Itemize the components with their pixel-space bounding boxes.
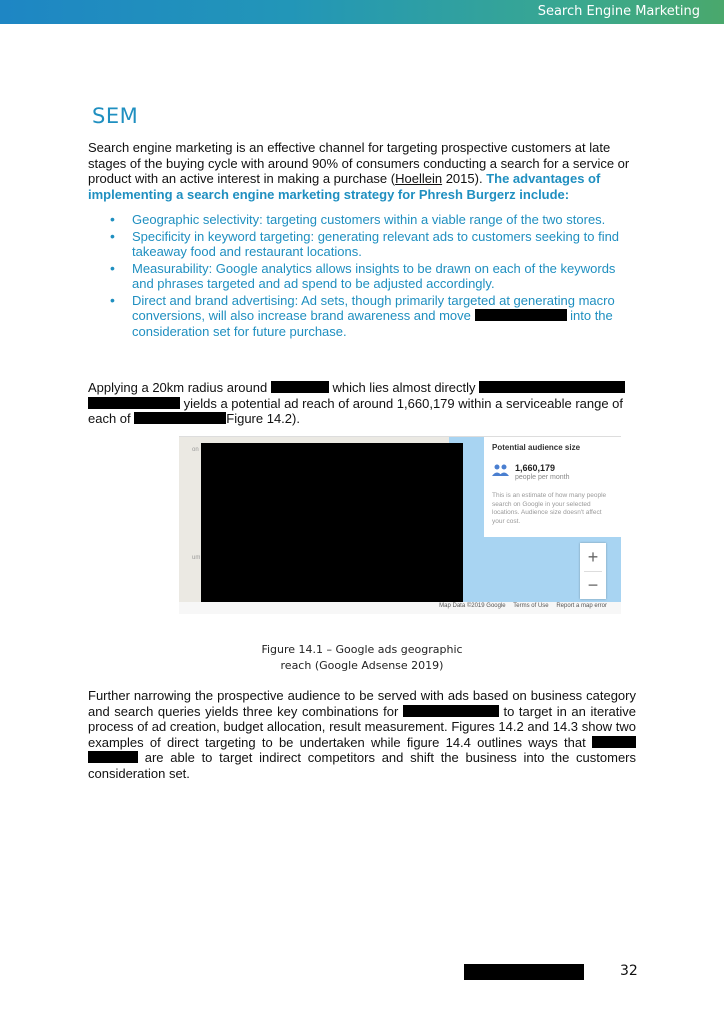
redaction [88, 397, 180, 409]
people-icon [492, 464, 510, 476]
header-title: Search Engine Marketing [537, 4, 700, 19]
zoom-divider [584, 571, 602, 572]
intro-paragraph [88, 140, 636, 202]
map-footer [179, 602, 621, 614]
map-edge-label: on [192, 447, 199, 453]
redaction [475, 309, 567, 321]
narrowing-text-c: are able to target indirect competitors and shift the business into the customers consideration set. [88, 750, 636, 781]
audience-panel [484, 437, 621, 537]
reach-text-d: Figure 14.2). [226, 411, 300, 426]
reach-paragraph [88, 380, 636, 427]
reach-text-b: which lies almost directly [328, 380, 480, 395]
footer-redaction [464, 964, 584, 980]
caption-line: Figure 14.1 – Google ads geographic [261, 643, 463, 656]
zoom-out-button[interactable]: − [587, 575, 599, 595]
header-bar [0, 0, 724, 24]
intro-text-end: 2015). [442, 171, 487, 186]
redaction [479, 381, 625, 393]
narrowing-paragraph [88, 688, 636, 781]
page-number: 32 [620, 963, 638, 979]
audience-number: 1,660,179 [515, 463, 556, 473]
zoom-in-button[interactable]: + [587, 547, 599, 567]
list-item: • Specificity in keyword targeting: generating relevant ads to customers seeking to find takeaway food and restaurant locations. [108, 229, 638, 260]
narrowing-text-a: Further narrowing the prospective audience to be served with ads based on business category and search queries yields three key combinations for [88, 688, 636, 719]
geographic-reach-figure [179, 436, 621, 614]
reach-text-c: yields a potential ad reach of around 1,660,179 within a serviceable range of each of [88, 395, 624, 426]
caption-line: reach (Google Adsense 2019) [280, 659, 444, 672]
figure-caption [200, 642, 524, 674]
narrowing-text-b: to target in an iterative process of ad creation, budget allocation, result measurement. Figures 14.2 and 14.3 show two examples of direct targeting to be undertaken while figure 14.4 outlines ways that [88, 703, 636, 750]
redaction [88, 751, 138, 763]
map-redaction [201, 443, 463, 606]
citation-link[interactable]: Hoellein [395, 171, 443, 186]
redaction [403, 705, 499, 717]
list-item [108, 293, 638, 340]
audience-title: Potential audience size [492, 443, 581, 452]
audience-unit: people per month [515, 474, 570, 481]
advantages-heading: The advantages of implementing a search engine marketing strategy for Phresh Burgerz include: [88, 171, 601, 202]
map-footer-text [433, 603, 607, 609]
map-edge-label: um [192, 555, 201, 561]
intro-text: Search engine marketing is an effective channel for targeting prospective customers at late stages of the buying cycle with around 90% of consumers conducting a search for a service or product with an active interest in making a purchase ( [88, 140, 630, 186]
advantages-list [108, 212, 638, 340]
redaction [134, 412, 226, 424]
bullet4-text-end: into the consideration set for future purchase. [132, 308, 613, 339]
audience-description: This is an estimate of how many people search on Google in your selected locations. Audience size doesn't affect your cost. [492, 492, 607, 525]
terms-link[interactable]: Terms of Use [513, 603, 549, 609]
report-link[interactable]: Report a map error [556, 603, 607, 609]
list-item: • Measurability: Google analytics allows insights to be drawn on each of the keywords and phrases targeted and ad spend to be adjusted accordingly. [108, 261, 638, 292]
bullet4-text: Direct and brand advertising: Ad sets, though primarily targeted at generating macro conversions, will also increase brand awareness and move [132, 292, 615, 323]
reach-text-a: Applying a 20km radius around [88, 380, 271, 395]
redaction [592, 736, 636, 748]
map-data-label: Map Data ©2019 Google [439, 603, 506, 609]
zoom-controls [580, 543, 606, 599]
list-item: • Geographic selectivity: targeting customers within a viable range of the two stores. [108, 212, 638, 228]
section-heading: SEM [92, 104, 139, 128]
redaction [271, 381, 329, 393]
